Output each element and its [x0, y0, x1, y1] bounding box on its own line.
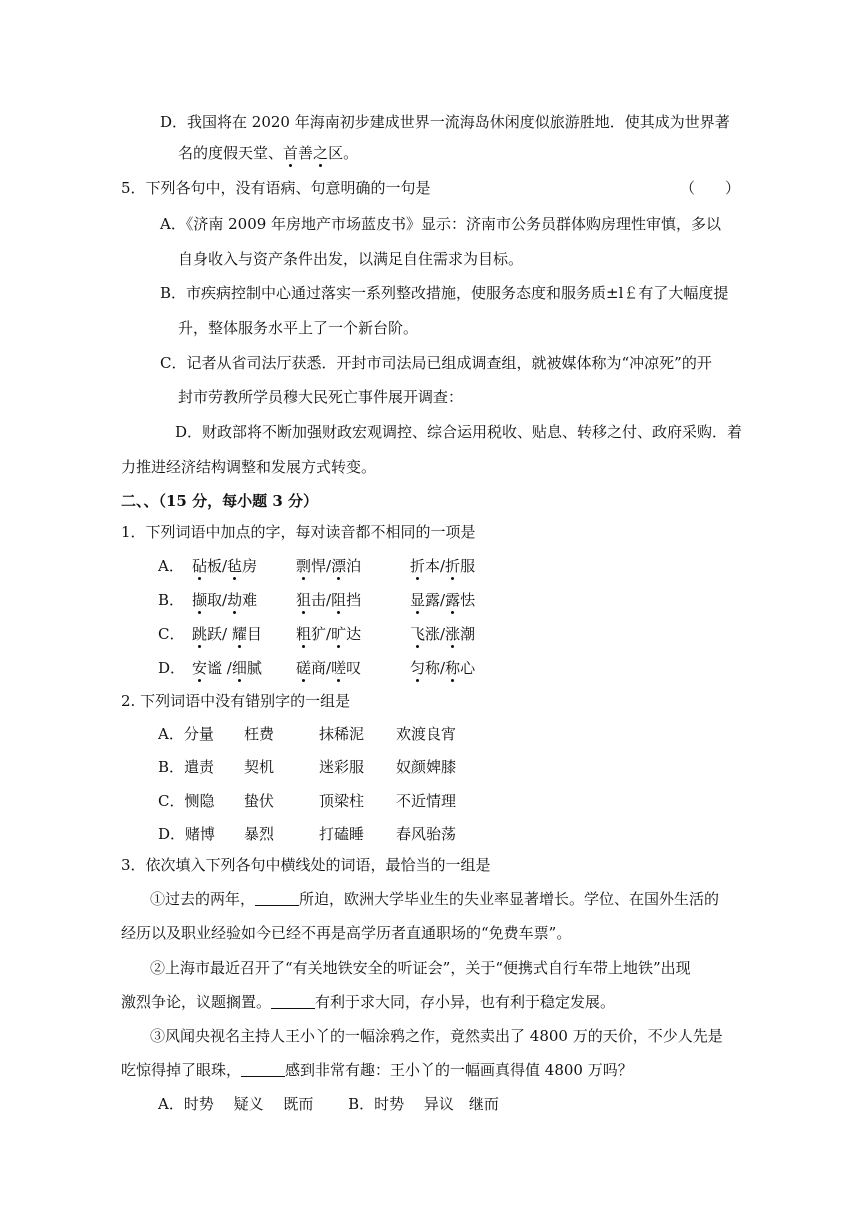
q5-option-b-line2: 升，整体服务水平上了一个新台阶。 [178, 319, 419, 337]
q3-sentence-3-line1: ③风闻央视名主持人王小丫的一幅涂鸦之作，竟然卖出了 4800 万的天价，不少人先是 [150, 1027, 723, 1045]
word: 迷彩服 [319, 758, 365, 776]
word: 暴烈 [244, 825, 275, 843]
option-label: A． [158, 557, 184, 575]
q4-option-d-text: 名的度假天堂、 [178, 144, 284, 162]
option-label: D． [158, 659, 186, 677]
word-pair: 磋商/嗟叹 [296, 659, 362, 677]
q3-stem: 3．依次填入下列各句中横线处的词语，最恰当的一组是 [121, 856, 491, 874]
sentence-text: 有利于求大同，存小异，也有利于稳定发展。 [315, 993, 616, 1011]
word-pair: 跳跃/ 耀目 [192, 625, 262, 643]
option-label: C． [158, 625, 185, 643]
q5-option-d-line1: D．财政部将不断加强财政宏观调控、综合运用税收、贴息、转移之付、政府采购．着 [175, 423, 743, 441]
q1-stem: 1．下列词语中加点的字，每对读音都不相同的一项是 [121, 523, 476, 541]
q5-answer-bracket: （ ） [680, 179, 741, 197]
word-pair: 飞涨/涨潮 [410, 625, 476, 643]
word-pair: 显露/露怯 [410, 591, 476, 609]
dotted-char: 之 [313, 144, 329, 162]
option-label: B．遣责 [158, 758, 215, 776]
word: 契机 [244, 758, 275, 776]
q5-option-a-line1: A．《济南 2009 年房地产市场蓝皮书》显示：济南市公务员群体购房理性审慎，多以 [160, 215, 722, 233]
option-label: B． [158, 591, 185, 609]
q4-option-d-line2 [178, 143, 358, 163]
word-pair: 粗犷/旷达 [296, 625, 362, 643]
word-pair: 撷取/劫难 [192, 591, 258, 609]
fill-blank [255, 890, 299, 906]
q3-sentence-1 [150, 889, 719, 909]
sentence-text: 所迫，欧洲大学毕业生的失业率显著增长。学位、在国外生活的 [299, 890, 720, 908]
q2-stem: 2. 下列词语中没有错别字的一组是 [121, 692, 351, 710]
section-2-heading: 二、、（15 分，每小题 3 分） [121, 492, 318, 510]
q5-stem: 5．下列各句中，没有语病、句意明确的一句是 [121, 179, 431, 197]
q4-option-d-text: 区。 [328, 144, 359, 162]
word-pair: 砧板/毡房 [192, 557, 258, 575]
word-pair: 匀称/称心 [410, 659, 476, 677]
word: 枉费 [244, 725, 275, 743]
q4-option-d-text: 善 [298, 144, 314, 162]
fill-blank [241, 1061, 285, 1077]
sentence-text: 激烈争论，议题搁置。 [121, 993, 272, 1011]
q3-sentence-3-line2 [121, 1060, 633, 1080]
word-pair: 安谧 /细腻 [192, 659, 262, 677]
word-pair: 剽悍/漂泊 [296, 557, 362, 575]
sentence-text: 吃惊得掉了眼珠， [121, 1061, 242, 1079]
q5-option-c-line1: C．记者从省司法厅获悉．开封市司法局已组成调查组，就被媒体称为“冲凉死”的开 [160, 354, 712, 372]
dotted-char: 首 [283, 144, 299, 162]
q5-option-d-line2: 力推进经济结构调整和发展方式转变。 [121, 458, 377, 476]
q3-options: A．时势 疑义 既而 B．时势 异议 继而 [158, 1095, 499, 1113]
word-pair: 狙击/阻挡 [296, 591, 362, 609]
word: 蛰伏 [244, 792, 275, 810]
word: 不近情理 [396, 792, 457, 810]
option-label: A．分量 [158, 725, 214, 743]
q3-sentence-1-line2: 经历以及职业经验如今已经不再是高学历者直通职场的“免费车票”。 [121, 924, 572, 942]
fill-blank [271, 993, 315, 1009]
q3-sentence-2-line2 [121, 992, 615, 1012]
q5-option-a-line2: 自身收入与资产条件出发，以满足自住需求为目标。 [178, 250, 524, 268]
sentence-text: ①过去的两年， [150, 890, 256, 908]
q5-option-b-line1: B．市疾病控制中心通过落实一系列整改措施，使服务态度和服务质±l￡有了大幅度提 [160, 284, 729, 302]
q4-option-d-line1: D．我国将在 2020 年海南初步建成世界一流海岛休闲度似旅游胜地．使其成为世界著 [160, 113, 730, 131]
option-label: D．赌博 [158, 825, 216, 843]
word: 打磕睡 [319, 825, 365, 843]
word: 抹稀泥 [319, 725, 365, 743]
sentence-text: 感到非常有趣：王小丫的一幅画真得值 4800 万吗？ [285, 1061, 633, 1079]
q3-sentence-2-line1: ②上海市最近召开了“有关地铁安全的听证会”，关于“便携式自行车带上地铁”出现 [150, 959, 691, 977]
word: 欢渡良宵 [396, 725, 457, 743]
word: 顶梁柱 [319, 792, 365, 810]
option-label: C．恻隐 [158, 792, 215, 810]
word: 奴颜婢膝 [396, 758, 457, 776]
q5-option-c-line2: 封市劳教所学员穆大民死亡事件展开调查： [178, 388, 464, 406]
word-pair: 折本/折服 [410, 557, 476, 575]
word: 春风骀荡 [396, 825, 457, 843]
